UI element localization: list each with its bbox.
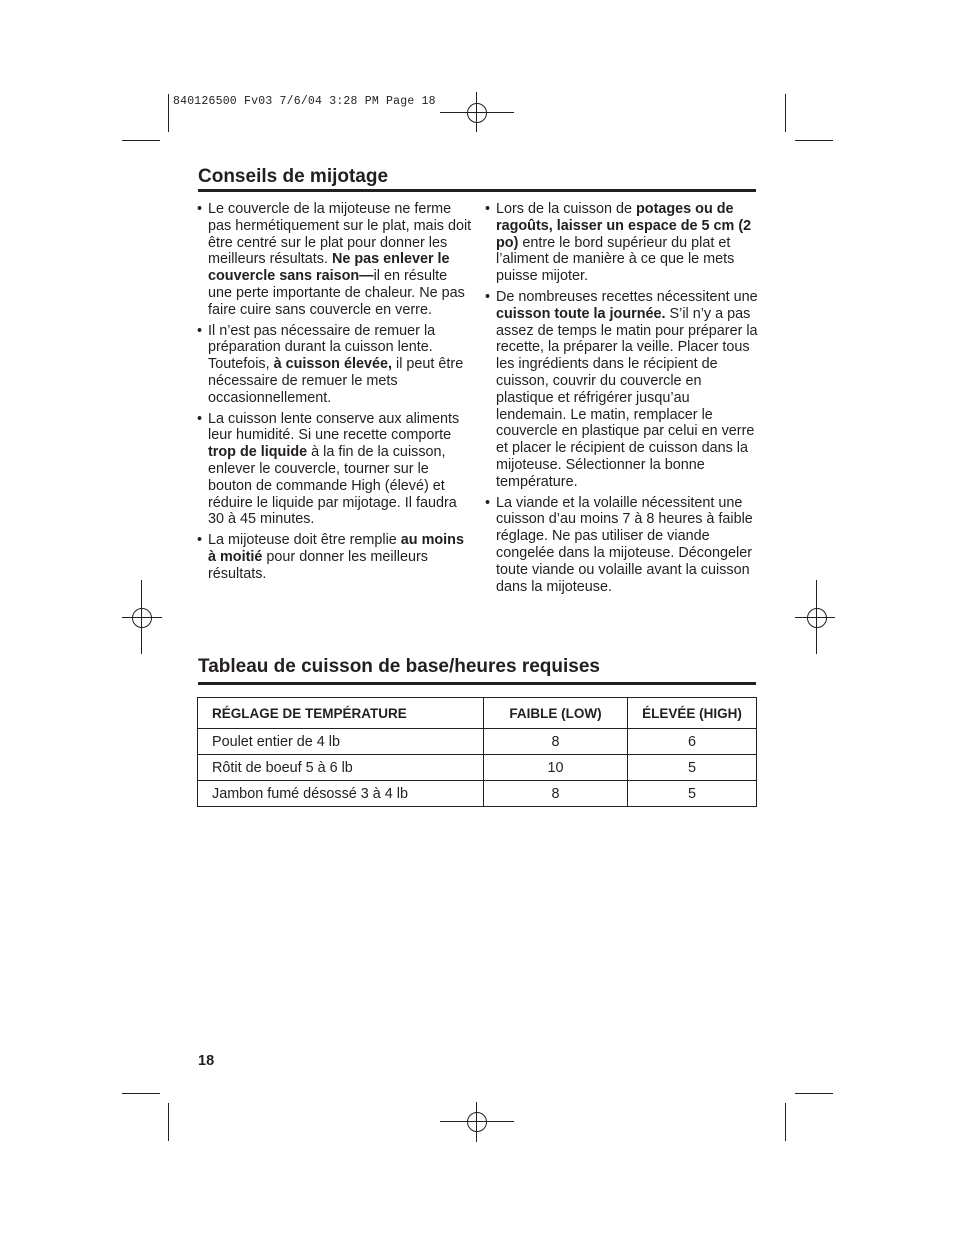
- tip-text: S’il n’y a pas assez de temps le matin pour préparer la recette, la préparer la veille. Placer tous les ingrédients dans le récipient de cuisson, couvrir du couvercle en plastique et réfrigérer jusqu’au lendemain. Le matin, remplacer le couvercle en plastique par celui en verre et placer le récipient de cuisson dans la mijoteuse. Sélectionner la bonne température.: [496, 305, 758, 490]
- table-row: [198, 755, 757, 781]
- crop-mark-bottom-right-vertical: [785, 1103, 786, 1141]
- tip-text: il peut être nécessaire de remuer le mets occasionnellement.: [208, 356, 464, 406]
- crop-mark-top-left-horizontal: [122, 140, 160, 141]
- table-cell-high-hours: 5: [628, 755, 757, 781]
- tip-list-item: [485, 495, 759, 596]
- header-temperature-setting: RÉGLAGE DE TEMPÉRATURE: [198, 698, 484, 729]
- tip-text: entre le bord supérieur du plat et l’aliment de manière à ce que le mets puisse mijoter.: [496, 234, 735, 285]
- tips-right-column: [485, 201, 759, 599]
- crop-mark-bottom-left-vertical: [168, 1103, 169, 1141]
- tip-text: Le couvercle de la mijoteuse ne ferme pas hermétiquement sur le plat, mais doit être centré sur le plat pour donner les meilleurs résultats.: [208, 201, 472, 268]
- tip-text: De nombreuses recettes nécessitent une: [496, 288, 758, 305]
- cooking-table-title-rule: [198, 682, 756, 685]
- table-cell-high-hours: 6: [628, 729, 757, 755]
- crop-mark-top-left-vertical: [168, 94, 169, 132]
- tip-text: La viande et la volaille nécessitent une cuisson d’au moins 7 à 8 heures à faible réglage. Ne pas utiliser de viande congelée dans la mijoteuse. Décongeler toute viande ou volaille avant la cuisson dans la mijoteuse.: [496, 494, 753, 595]
- print-slug-line: 840126500 Fv03 7/6/04 3:28 PM Page 18: [173, 95, 436, 108]
- crop-mark-bottom-right-horizontal: [795, 1093, 833, 1094]
- tip-text: Lors de la cuisson de: [496, 201, 636, 217]
- table-row: [198, 729, 757, 755]
- tip-emphasis-text: à cuisson élevée,: [273, 356, 392, 373]
- crop-mark-top-right-horizontal: [795, 140, 833, 141]
- table-cell-high-hours: 5: [628, 781, 757, 807]
- table-cell-low-hours: 10: [484, 755, 628, 781]
- tip-list-item: [197, 201, 472, 319]
- registration-mark-right: [795, 580, 835, 654]
- tips-left-column: [197, 201, 472, 587]
- tip-emphasis-text: cuisson toute la journée.: [496, 305, 666, 322]
- tip-list-item: [485, 289, 759, 491]
- table-cell-low-hours: 8: [484, 729, 628, 755]
- page-number: 18: [198, 1053, 215, 1069]
- tip-list-item: [197, 323, 472, 407]
- registration-mark-bottom: [440, 1100, 514, 1144]
- tips-section-title: Conseils de mijotage: [198, 166, 389, 187]
- tip-text: La cuisson lente conserve aux aliments leur humidité. Si une recette comporte: [208, 410, 460, 444]
- header-low: FAIBLE (LOW): [484, 698, 628, 729]
- cooking-time-table: [197, 697, 757, 807]
- tip-text: Il n’est pas nécessaire de remuer la préparation durant la cuisson lente. Toutefois,: [208, 322, 436, 373]
- table-cell-food: Rôtit de boeuf 5 à 6 lb: [198, 755, 484, 781]
- tip-emphasis-text: Ne pas enlever le couvercle sans raison—: [208, 251, 450, 285]
- tip-emphasis-text: au moins à moitié: [208, 532, 464, 565]
- table-row: [198, 781, 757, 807]
- tip-text: il en résulte une perte importante de chaleur. Ne pas faire cuire sans couvercle en verre.: [208, 268, 465, 318]
- tip-text: pour donner les meilleurs résultats.: [208, 548, 428, 582]
- cooking-table-title: Tableau de cuisson de base/heures requises: [198, 656, 600, 677]
- registration-mark-top: [440, 92, 514, 136]
- tip-text: à la fin de la cuisson, enlever le couvercle, tourner sur le bouton de commande High (élevé) et réduire le liquide par mijotage. Il faudra 30 à 45 minutes.: [208, 444, 457, 528]
- header-high: ÉLEVÉE (HIGH): [628, 698, 757, 729]
- tip-emphasis-text: trop de liquide: [208, 444, 308, 461]
- table-cell-food: Jambon fumé désossé 3 à 4 lb: [198, 781, 484, 807]
- tip-emphasis-text: potages ou de ragoûts, laisser un espace de 5 cm (2 po): [496, 201, 752, 251]
- tip-list-item: [197, 532, 472, 582]
- table-cell-food: Poulet entier de 4 lb: [198, 729, 484, 755]
- registration-mark-left: [122, 580, 162, 654]
- table-cell-low-hours: 8: [484, 781, 628, 807]
- table-header-row: [198, 698, 757, 729]
- tip-list-item: [197, 411, 472, 529]
- crop-mark-bottom-left-horizontal: [122, 1093, 160, 1094]
- tip-text: La mijoteuse doit être remplie: [208, 532, 401, 549]
- tips-title-rule: [198, 189, 756, 192]
- crop-mark-top-right-vertical: [785, 94, 786, 132]
- tip-list-item: [485, 201, 759, 285]
